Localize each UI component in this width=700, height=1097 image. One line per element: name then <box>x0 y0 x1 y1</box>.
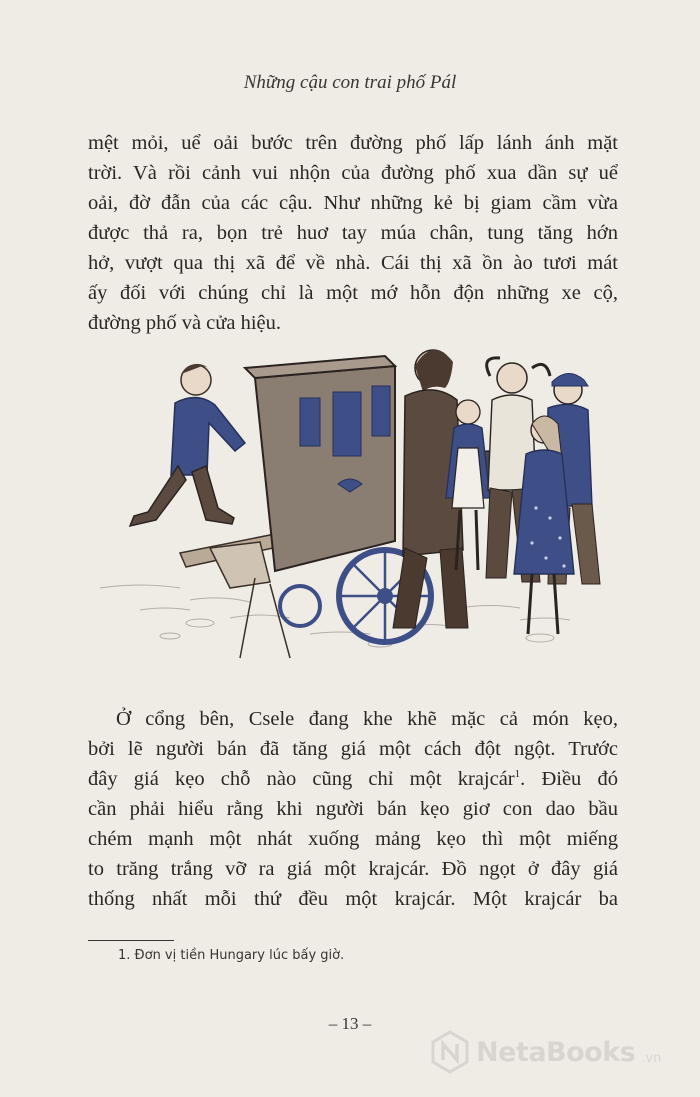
text-line: thống nhất mỗi thứ đều một krajcár. Một krajcár ba <box>88 888 618 910</box>
footnote-marker[interactable]: 1 <box>514 768 521 780</box>
text-line <box>88 764 618 794</box>
text-line: được thả ra, bọn trẻ huơ tay múa chân, tung tăng hớn <box>88 222 618 244</box>
text-segment: . Điều đó <box>520 768 618 790</box>
text-segment: đây giá kẹo chỗ nào cũng chỉ một krajcár <box>88 768 515 790</box>
paragraph-2 <box>88 704 618 914</box>
text-line: chém mạnh một nhát xuống mảng kẹo thì một miếng <box>88 828 618 850</box>
running-header: Những cậu con trai phố Pál <box>243 72 457 93</box>
text-line: Ở cổng bên, Csele đang khe khẽ mặc cả món kẹo, <box>116 708 618 730</box>
watermark <box>430 1030 661 1074</box>
text-line: ấy đối với chúng chỉ là một mớ hỗn độn những xe cộ, <box>88 282 618 304</box>
text-line: đường phố và cửa hiệu. <box>88 312 282 334</box>
netabooks-logo-icon <box>430 1030 470 1074</box>
footnote: 1. Đơn vị tiền Hungary lúc bấy giờ. <box>118 948 345 963</box>
footnote-divider <box>88 940 174 941</box>
text-line: to trăng trắng vỡ ra giá một krajcár. Đồ ngọt ở đây giá <box>88 858 618 880</box>
watermark-suffix: .vn <box>641 1051 662 1066</box>
watermark-brand: NetaBooks <box>476 1036 636 1068</box>
paragraph-1 <box>88 128 618 338</box>
text-line: oải, đờ đẫn của các cậu. Như những kẻ bị giam cầm vừa <box>88 192 618 214</box>
text-line: trời. Và rồi cảnh vui nhộn của đường phố xua dần sự uể <box>88 162 618 184</box>
text-line: hở, vượt qua thị xã để về nhà. Cái thị xã ồn ào tươi mát <box>88 252 618 274</box>
street-organ-illustration <box>80 338 620 668</box>
text-line: mệt mỏi, uể oải bước trên đường phố lấp lánh ánh mặt <box>88 132 618 154</box>
page-number: – 13 – <box>328 1014 372 1033</box>
text-line: bởi lẽ người bán đã tăng giá một cách đột ngột. Trước <box>88 738 618 760</box>
running-boy-figure <box>130 364 245 526</box>
text-line: cần phải hiểu rằng khi người bán kẹo giơ con dao bầu <box>88 798 618 820</box>
